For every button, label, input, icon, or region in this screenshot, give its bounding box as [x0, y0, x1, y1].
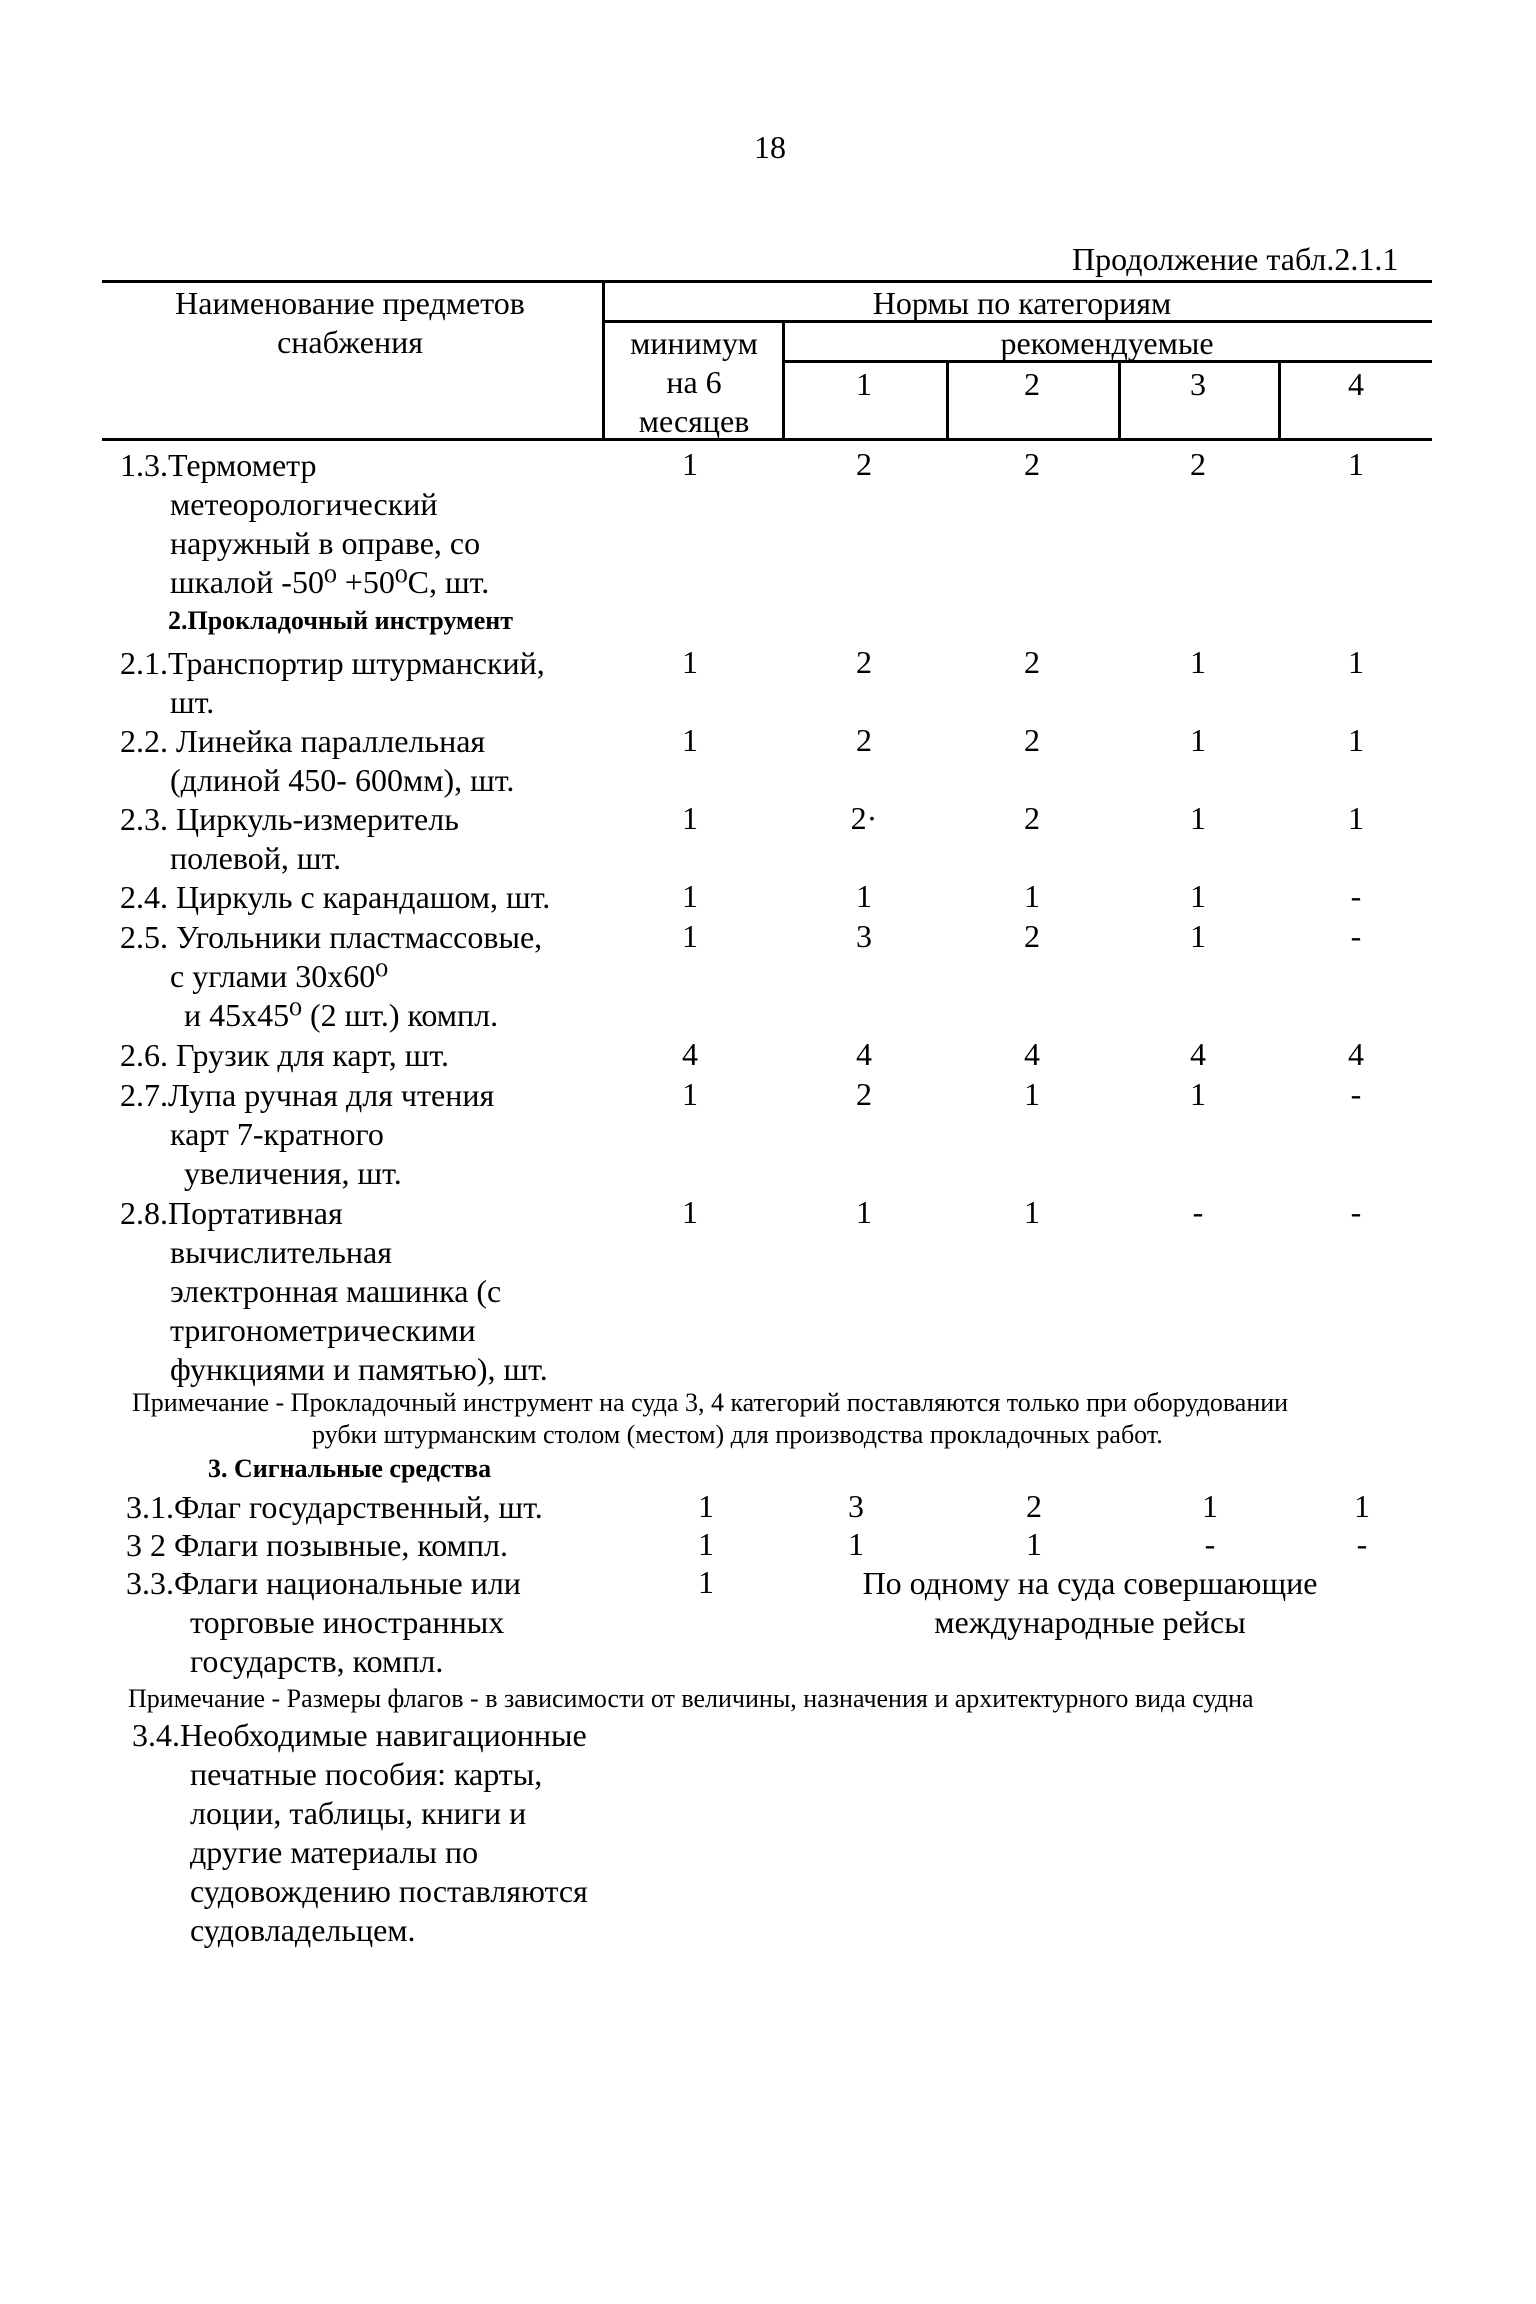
table-cell: 4: [1024, 1036, 1040, 1072]
table-cell: 2: [1024, 644, 1040, 680]
table-cell: 4: [1190, 1036, 1206, 1072]
table-cell: -: [1356, 1526, 1368, 1562]
table-cell: 2: [856, 722, 872, 758]
flags-span-cell: По одному на суда совершающие международные рейсы: [862, 1565, 1318, 1640]
table-cell: 1: [1348, 800, 1364, 836]
header-recommended: рекомендуемые: [1000, 325, 1214, 361]
table-cell: 1: [856, 878, 872, 914]
table-cell: 2: [1024, 800, 1040, 836]
table-row-label: 3.3.Флаги национальные или торговые иностранных государств, компл.: [126, 1565, 521, 1679]
table-cell: 1: [1348, 722, 1364, 758]
table-row-label: 1.3.Термометр метеорологический наружный в оправе, со шкалой -50⁰ +50⁰С, шт.: [120, 447, 490, 600]
table-cell: -: [1204, 1526, 1216, 1562]
table-top-rule: [102, 280, 1432, 283]
table-cell: 2: [856, 446, 872, 482]
table-cell: 1: [682, 446, 698, 482]
header-divider: [1278, 362, 1281, 440]
table-row-label: 2.8.Портативная вычислительная электронная машинка (с тригонометрическими функциями и памятью), шт.: [120, 1195, 548, 1387]
header-divider: [946, 362, 949, 440]
table-row-label: 2.4. Циркуль с карандашом, шт.: [120, 879, 551, 915]
table-cell: 2·: [850, 800, 878, 836]
continuation-label: Продолжение табл.2.1.1: [1072, 241, 1399, 277]
section-heading: 2.Прокладочный инструмент: [168, 606, 514, 635]
table-cell: 1: [1190, 722, 1206, 758]
table-cell: 1: [1348, 446, 1364, 482]
header-min: минимум на 6 месяцев: [630, 325, 758, 439]
table-cell: 1: [698, 1564, 714, 1600]
table-cell: 1: [682, 918, 698, 954]
table-cell: 2: [856, 1076, 872, 1112]
table-cell: 1: [1024, 878, 1040, 914]
table-row-label: 2.3. Циркуль-измеритель полевой, шт.: [120, 801, 459, 876]
table-cell: 1: [856, 1194, 872, 1230]
note: рубки штурманским столом (местом) для производства прокладочных работ.: [312, 1420, 1163, 1449]
section-heading: 3. Сигнальные средства: [208, 1454, 492, 1483]
table-cell: -: [1350, 1194, 1362, 1230]
table-cell: 1: [682, 878, 698, 914]
table-cell: 4: [1348, 1036, 1364, 1072]
header-cat: 4: [1348, 366, 1364, 402]
table-row-label: 2.5. Угольники пластмассовые, с углами 30х60⁰ и 45х45⁰ (2 шт.) компл.: [120, 919, 543, 1033]
table-cell: 1: [682, 722, 698, 758]
table-cell: 1: [1190, 878, 1206, 914]
header-cat: 1: [856, 366, 872, 402]
table-cell: 1: [848, 1526, 864, 1562]
table-cell: 1: [682, 1194, 698, 1230]
table-cell: 1: [698, 1526, 714, 1562]
table-cell: 1: [1190, 644, 1206, 680]
table-cell: 1: [1190, 1076, 1206, 1112]
table-row-label: 2.7.Лупа ручная для чтения карт 7-кратного увеличения, шт.: [120, 1077, 495, 1191]
table-row-label: 3.1.Флаг государственный, шт.: [126, 1489, 543, 1525]
table-cell: 1: [1024, 1194, 1040, 1230]
header-norms: Нормы по категориям: [872, 285, 1172, 321]
table-cell: 1: [682, 800, 698, 836]
table-cell: 2: [1024, 918, 1040, 954]
table-cell: -: [1350, 918, 1362, 954]
table-row-label: 2.6. Грузик для карт, шт.: [120, 1037, 449, 1073]
table-cell: 1: [682, 644, 698, 680]
header-divider: [1118, 362, 1121, 440]
table-cell: 1: [1354, 1488, 1370, 1524]
table-cell: 4: [856, 1036, 872, 1072]
header-cat: 2: [1024, 366, 1040, 402]
table-row-label: 2.1.Транспортир штурманский, шт.: [120, 645, 545, 720]
header-divider: [602, 280, 605, 440]
table-cell: 3: [848, 1488, 864, 1524]
table-cell: 1: [1026, 1526, 1042, 1562]
note: Примечание - Размеры флагов - в зависимости от величины, назначения и архитектурного вида судна: [128, 1684, 1254, 1713]
table-cell: 1: [1190, 918, 1206, 954]
table-cell: 2: [1024, 722, 1040, 758]
table-cell: 2: [856, 644, 872, 680]
table-cell: 2: [1190, 446, 1206, 482]
table-cell: -: [1350, 1076, 1362, 1112]
table-cell: 1: [1348, 644, 1364, 680]
table-row-label: 2.2. Линейка параллельная (длиной 450- 600мм), шт.: [120, 723, 515, 798]
table-cell: 1: [682, 1076, 698, 1112]
header-cat: 3: [1190, 366, 1206, 402]
page-number: 18: [754, 129, 786, 165]
table-cell: 2: [1024, 446, 1040, 482]
table-cell: 2: [1026, 1488, 1042, 1524]
table-row-label: 3.4.Необходимые навигационные печатные пособия: карты, лоции, таблицы, книги и другие материалы по судовождению поставляются судовладельцем.: [132, 1717, 588, 1948]
table-cell: 1: [1202, 1488, 1218, 1524]
header-col-name: Наименование предметов снабжения: [175, 285, 525, 360]
table-cell: 3: [856, 918, 872, 954]
table-cell: 1: [1024, 1076, 1040, 1112]
table-cell: -: [1350, 878, 1362, 914]
table-cell: 1: [698, 1488, 714, 1524]
table-cell: -: [1192, 1194, 1204, 1230]
note: Примечание - Прокладочный инструмент на суда 3, 4 категорий поставляются только при оборудовании: [132, 1388, 1289, 1417]
table-row-label: 3 2 Флаги позывные, компл.: [126, 1527, 508, 1563]
table-cell: 1: [1190, 800, 1206, 836]
table-cell: 4: [682, 1036, 698, 1072]
